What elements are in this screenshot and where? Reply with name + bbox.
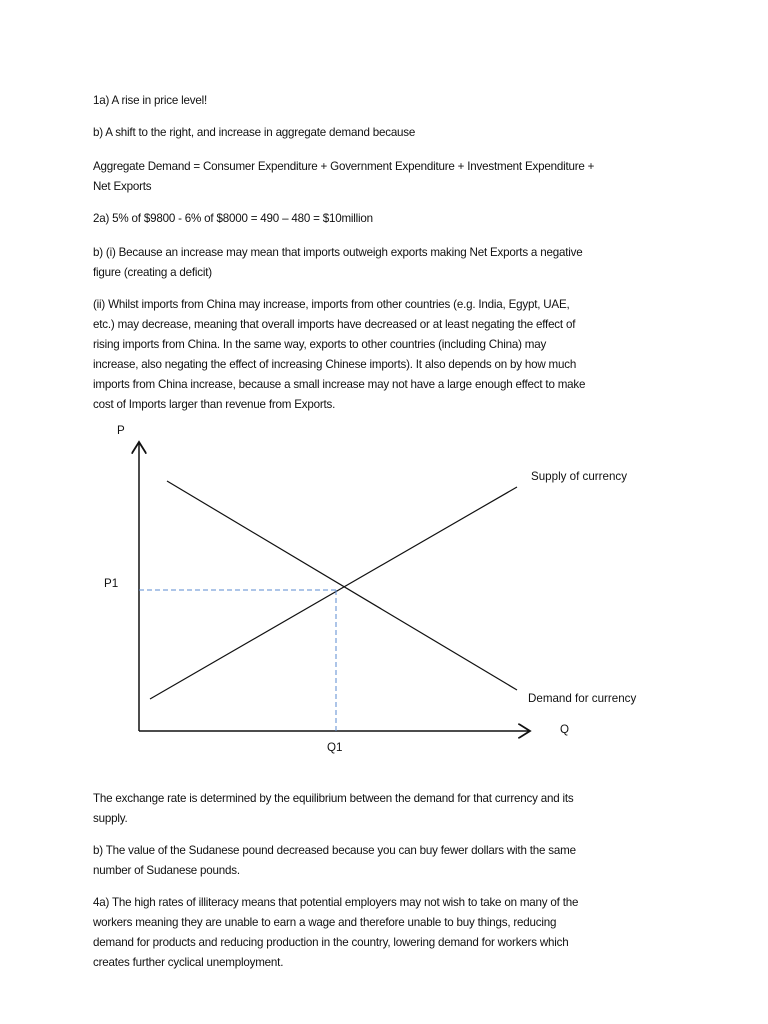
answer-2b-i-line2: figure (creating a deficit)	[93, 266, 212, 279]
answer-1b: b) A shift to the right, and increase in aggregate demand because	[93, 126, 416, 139]
q1-label: Q1	[327, 741, 343, 754]
answer-3b-line1: b) The value of the Sudanese pound decreased because you can buy fewer dollars with the same	[93, 844, 576, 857]
answer-4a-line3: demand for products and reducing production in the country, lowering demand for workers which	[93, 936, 569, 949]
answer-2b-ii-line4: increase, also negating the effect of increasing Chinese imports). It also depends on by how much	[93, 358, 577, 371]
ad-formula-line1: Aggregate Demand = Consumer Expenditure + Government Expenditure + Investment Expenditure +	[93, 160, 595, 173]
supply-curve	[150, 487, 517, 699]
answer-2b-ii-line1: (ii) Whilst imports from China may increase, imports from other countries (e.g. India, Egypt, UAE,	[93, 298, 570, 311]
answer-2b-ii-line5: imports from China increase, because a small increase may not have a large enough effect to make	[93, 378, 586, 391]
p1-label: P1	[104, 577, 119, 590]
answer-4a-line1: 4a) The high rates of illiteracy means that potential employers may not wish to take on many of the	[93, 896, 579, 909]
answer-3b-line2: number of Sudanese pounds.	[93, 864, 240, 877]
supply-label: Supply of currency	[531, 470, 628, 483]
answer-2b-ii-line6: cost of Imports larger than revenue from Exports.	[93, 398, 336, 411]
answer-4a-line2: workers meaning they are unable to earn a wage and therefore unable to buy things, reducing	[93, 916, 557, 929]
y-axis-label: P	[117, 424, 125, 437]
answer-4a-line4: creates further cyclical unemployment.	[93, 956, 284, 969]
answer-3a-line1: The exchange rate is determined by the equilibrium between the demand for that currency and its	[93, 792, 574, 805]
answer-2b-ii-line3: rising imports from China. In the same way, exports to other countries (including China) may	[93, 338, 547, 351]
demand-label: Demand for currency	[528, 692, 637, 705]
ad-formula-line2: Net Exports	[93, 180, 152, 193]
answer-3a-line2: supply.	[93, 812, 128, 825]
answer-2b-i-line1: b) (i) Because an increase may mean that imports outweigh exports making Net Exports a negative	[93, 246, 583, 259]
answer-2b-ii-line2: etc.) may decrease, meaning that overall imports have decreased or at least negating the effect of	[93, 318, 576, 331]
answer-2a: 2a) 5% of $9800 - 6% of $8000 = 490 – 480 = $10million	[93, 212, 373, 225]
x-axis-label: Q	[560, 723, 570, 736]
answer-1a: 1a) A rise in price level!	[93, 94, 208, 107]
